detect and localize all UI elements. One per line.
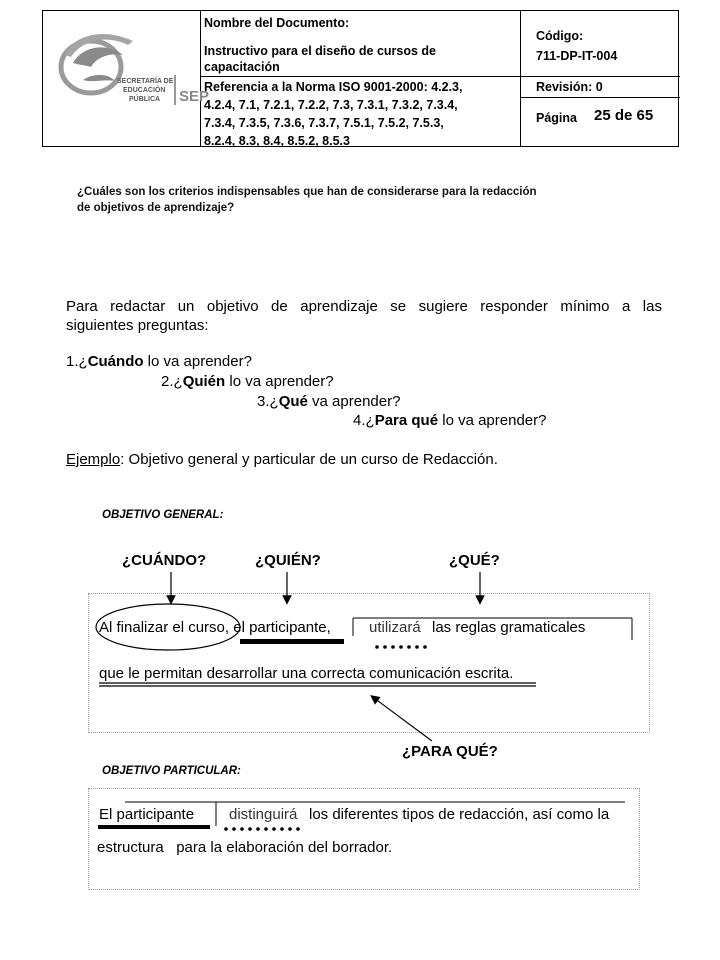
question-item: 3.¿Qué va aprender? [257,393,401,410]
logo-abbr: SEP [179,88,210,105]
logo-text: PÚBLICA [129,96,161,103]
general-objective-label: OBJETIVO GENERAL: [102,509,224,521]
logo-text: SECRETARÍA DE [117,78,174,85]
guiding-question: de objetivos de aprendizaje? [77,202,235,214]
code-label: Código: [536,29,584,43]
guiding-question: ¿Cuáles son los criterios indispensables que han de considerarse para la redacción [77,186,537,198]
revision: Revisión: 0 [536,80,603,94]
phrase-cuando: Al finalizar el curso [99,619,225,636]
intro-paragraph: siguientes preguntas: [66,317,209,334]
norm-reference: 8.2.4, 8.3, 8.4, 8.5.2, 8.5.3 [204,134,350,148]
label-cuando: ¿CUÁNDO? [122,552,207,569]
underline-quien [240,639,344,644]
code-value: 711-DP-IT-004 [536,49,618,63]
norm-reference: Referencia a la Norma ISO 9001-2000: 4.2.3, [204,80,463,94]
label-para-que: ¿PARA QUÉ? [402,743,498,760]
general-sentence-line1: Al finalizar el curso, el participante, [99,619,331,636]
question-item: 2.¿Quién lo va aprender? [161,373,334,390]
particular-objective-label: OBJETIVO PARTICULAR: [102,765,241,777]
phrase-verb: utilizará [369,619,421,636]
intro-paragraph: Para redactar un objetivo de aprendizaje se sugiere responder mínimo a las [66,298,662,315]
phrase-verb-particular: distinguirá [229,806,298,823]
doc-title: Instructivo para el diseño de cursos de [204,44,437,58]
logo-text: EDUCACIÓN [123,87,166,94]
page-label: Página [536,111,577,125]
label-quien: ¿QUIÉN? [255,552,321,569]
doc-name-label: Nombre del Documento: [204,16,350,30]
dots-verb [375,645,427,649]
example-line: Ejemplo: Objetivo general y particular de un curso de Redacción. [66,451,498,468]
page-number: 25 de 65 [594,107,654,124]
norm-reference: 7.3.4, 7.3.5, 7.3.6, 7.3.7, 7.5.1, 7.5.2, 7.5.3, [204,116,444,130]
norm-reference: 4.2.4, 7.1, 7.2.1, 7.2.2, 7.3, 7.3.1, 7.3.2, 7.3.4, [204,98,458,112]
question-item: 4.¿Para qué lo va aprender? [353,412,547,429]
phrase-quien-particular: El participante [99,806,195,823]
general-sentence-line2: que le permitan desarrollar una correcta comunicación escrita. [99,665,514,682]
doc-title: capacitación [204,60,280,74]
label-que: ¿QUÉ? [449,552,500,569]
phrase-rest-particular: los diferentes tipos de redacción, así como la [309,806,610,823]
question-item: 1.¿Cuándo lo va aprender? [66,353,252,370]
arrow-para-que [374,698,432,741]
phrase-quien: el participante [233,619,327,636]
particular-sentence-line2: estructura para la elaboración del borrador. [97,839,393,856]
phrase-que: las reglas gramaticales [432,619,586,636]
